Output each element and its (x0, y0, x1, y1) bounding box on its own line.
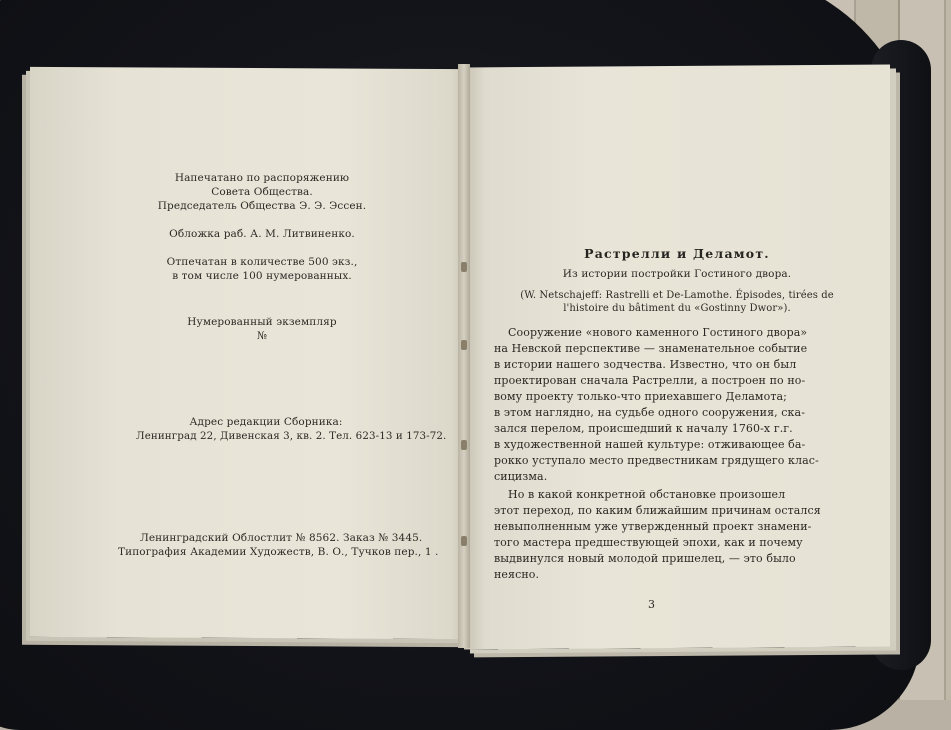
binding-stitch (461, 440, 467, 450)
body-line: сицизма. (494, 470, 548, 483)
binding-stitch (461, 536, 467, 546)
body-line: Сооружение «нового каменного Гостиного двора» (508, 326, 808, 339)
footer-line: Ленинградский Облостлит № 8562. Заказ № 3445. (140, 532, 423, 544)
footer-line: Типография Академии Художеств, В. О., Тучков пер., 1 . (118, 546, 439, 558)
numbered-copy-label: Нумерованный экземпляр (187, 316, 337, 328)
imprint-line: Напечатано по распоряжению (174, 172, 350, 184)
body-line: рокко уступало место предвестникам грядущего клас- (494, 454, 819, 467)
body-line: зался перелом, происшедший к началу 1760-х г.г. (494, 422, 793, 435)
body-line: в истории нашего зодчества. Известно, что он был (494, 358, 797, 371)
article-title: Растрелли и Деламот. (584, 246, 770, 261)
article-subtitle: Из истории постройки Гостиного двора. (562, 268, 792, 280)
french-title-line: l'histoire du bâtiment du «Gostinny Dwor»). (563, 303, 791, 314)
address-line: Ленинград 22, Дивенская 3, кв. 2. Тел. 623-13 и 173-72. (136, 430, 447, 442)
body-line: выдвинулся новый молодой пришелец, — это было (494, 552, 796, 565)
binding-stitch (461, 262, 467, 272)
body-line: Но в какой конкретной обстановке произошел (508, 488, 786, 501)
french-title-line: (W. Netschajeff: Rastrelli et De-Lamothe. Épisodes, tirées de (520, 290, 834, 301)
print-run-line: Отпечатан в количестве 500 экз., (166, 256, 358, 268)
imprint-line: Председатель Общества Э. Э. Эссен. (157, 200, 367, 212)
book-gutter (458, 64, 470, 648)
body-line: в художественной нашей культуре: отживающее ба- (494, 438, 806, 451)
imprint-line: Совета Общества. (211, 186, 313, 198)
body-line: проектирован сначала Растрелли, а построен по но- (494, 374, 806, 387)
body-line: неясно. (494, 568, 540, 581)
body-line: в этом наглядно, на судьбе одного сооружения, ска- (494, 406, 806, 419)
body-line: невыполненным уже утвержденный проект знамени- (494, 520, 812, 533)
body-line: на Невской перспективе — знаменательное событие (494, 342, 808, 355)
page-number: 3 (648, 598, 656, 611)
binding-stitch (461, 340, 467, 350)
body-line: этот переход, по каким ближайшим причинам остался (494, 504, 821, 517)
body-line: того мастера предшествующей эпохи, как и почему (494, 536, 803, 549)
print-run-line: в том числе 100 нумерованных. (172, 270, 352, 282)
cover-credit: Обложка раб. А. М. Литвиненко. (169, 228, 355, 240)
numero-sign: № (256, 330, 268, 342)
body-line: вому проекту только-что приехавшего Деламота; (494, 390, 787, 403)
address-line: Адрес редакции Сборника: (189, 416, 343, 428)
